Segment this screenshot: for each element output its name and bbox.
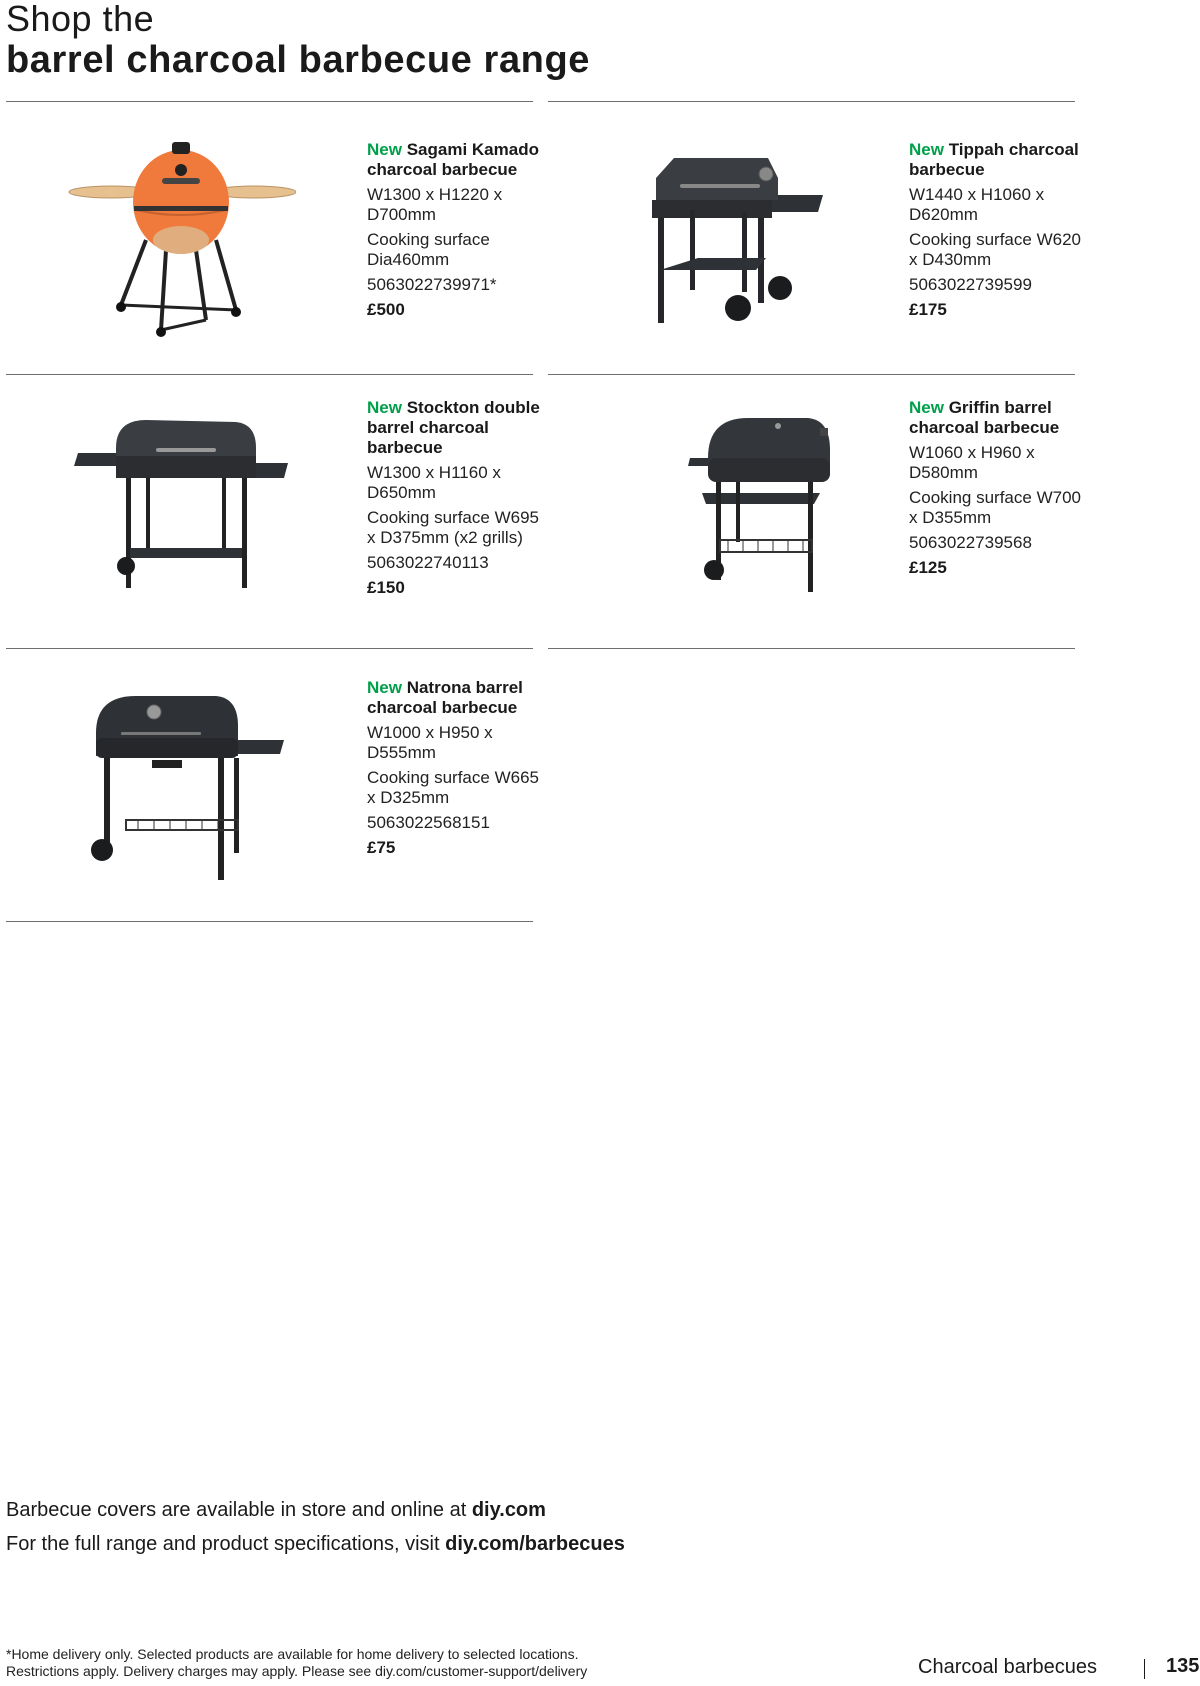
- product-name: [909, 398, 1089, 438]
- footnote-line: Restrictions apply. Delivery charges may apply. Please see diy.com/customer-support/delivery: [6, 1663, 588, 1679]
- product-barcode: 5063022568151: [367, 813, 490, 832]
- product-barcode: 5063022739599: [909, 275, 1032, 294]
- product-dimensions: W1300 x H1220 x D700mm: [367, 185, 503, 224]
- product-name: [909, 140, 1089, 180]
- section-name: Charcoal barbecues: [918, 1656, 1097, 1678]
- new-label: New: [367, 398, 402, 417]
- griffin-barbecue-image: [608, 398, 838, 628]
- product-dimensions: W1440 x H1060 x D620mm: [909, 185, 1045, 224]
- covers-link[interactable]: diy.com: [471, 1499, 546, 1521]
- divider-rule: [6, 648, 533, 649]
- product-info: [909, 140, 1089, 320]
- product-card-sagami[interactable]: [6, 140, 546, 400]
- new-label: New: [909, 398, 944, 417]
- product-info: [367, 678, 547, 858]
- footer-divider: [1144, 1659, 1145, 1679]
- divider-rule: [6, 374, 533, 375]
- product-cooking-surface: Cooking surface W665 x D325mm: [367, 768, 539, 807]
- product-name: [367, 398, 547, 458]
- product-barcode: 5063022740113: [367, 553, 489, 572]
- product-price: £150: [367, 578, 405, 597]
- product-price: £500: [367, 300, 405, 319]
- product-title: Tippah charcoal barbecue: [909, 140, 1079, 179]
- product-title: Sagami Kamado charcoal barbecue: [367, 140, 539, 179]
- product-cooking-surface: Cooking surface W700 x D355mm: [909, 488, 1081, 527]
- product-cooking-surface: Cooking surface Dia460mm: [367, 230, 490, 269]
- range-note: [6, 1531, 625, 1557]
- product-name: [367, 678, 547, 718]
- product-price: £175: [909, 300, 947, 319]
- product-info: [367, 398, 547, 598]
- product-barcode: 5063022739971*: [367, 275, 497, 294]
- footnote-line: *Home delivery only. Selected products are available for home delivery to selected locations.: [6, 1646, 579, 1662]
- divider-rule: [6, 101, 533, 102]
- page-title-line1: Shop the: [6, 0, 155, 39]
- new-label: New: [367, 678, 402, 697]
- product-title: Natrona barrel charcoal barbecue: [367, 678, 523, 717]
- divider-rule: [6, 921, 533, 922]
- product-dimensions: W1300 x H1160 x D650mm: [367, 463, 501, 502]
- product-dimensions: W1000 x H950 x D555mm: [367, 723, 493, 762]
- covers-text: Barbecue covers are available in store and online at: [6, 1499, 472, 1521]
- page-number: 135: [1166, 1655, 1200, 1677]
- natrona-barbecue-image: [66, 678, 296, 908]
- covers-note: [6, 1497, 546, 1523]
- range-link[interactable]: diy.com/barbecues: [445, 1533, 625, 1555]
- product-cooking-surface: Cooking surface W695 x D375mm (x2 grills): [367, 508, 539, 547]
- stockton-barbecue-image: [66, 398, 296, 628]
- product-barcode: 5063022739568: [909, 533, 1032, 552]
- new-label: New: [909, 140, 944, 159]
- product-card-stockton[interactable]: [6, 398, 546, 658]
- product-price: £125: [909, 558, 947, 577]
- product-title: Griffin barrel charcoal barbecue: [909, 398, 1060, 437]
- product-cooking-surface: Cooking surface W620 x D430mm: [909, 230, 1081, 269]
- product-card-natrona[interactable]: [6, 678, 546, 938]
- delivery-footnote: [6, 1646, 706, 1680]
- product-info: [909, 398, 1089, 578]
- product-name: [367, 140, 547, 180]
- new-label: New: [367, 140, 402, 159]
- product-card-griffin[interactable]: [548, 398, 1088, 658]
- product-card-tippah[interactable]: [548, 140, 1088, 400]
- divider-rule: [548, 374, 1075, 375]
- product-title: Stockton double barrel charcoal barbecue: [367, 398, 540, 457]
- product-dimensions: W1060 x H960 x D580mm: [909, 443, 1035, 482]
- kamado-barbecue-image: [66, 140, 296, 370]
- product-info: [367, 140, 547, 320]
- divider-rule: [548, 101, 1075, 102]
- page-title-line2: barrel charcoal barbecue range: [6, 39, 591, 81]
- divider-rule: [548, 648, 1075, 649]
- tippah-barbecue-image: [608, 140, 838, 370]
- range-text: For the full range and product specifications, visit: [6, 1533, 446, 1555]
- product-price: £75: [367, 838, 396, 857]
